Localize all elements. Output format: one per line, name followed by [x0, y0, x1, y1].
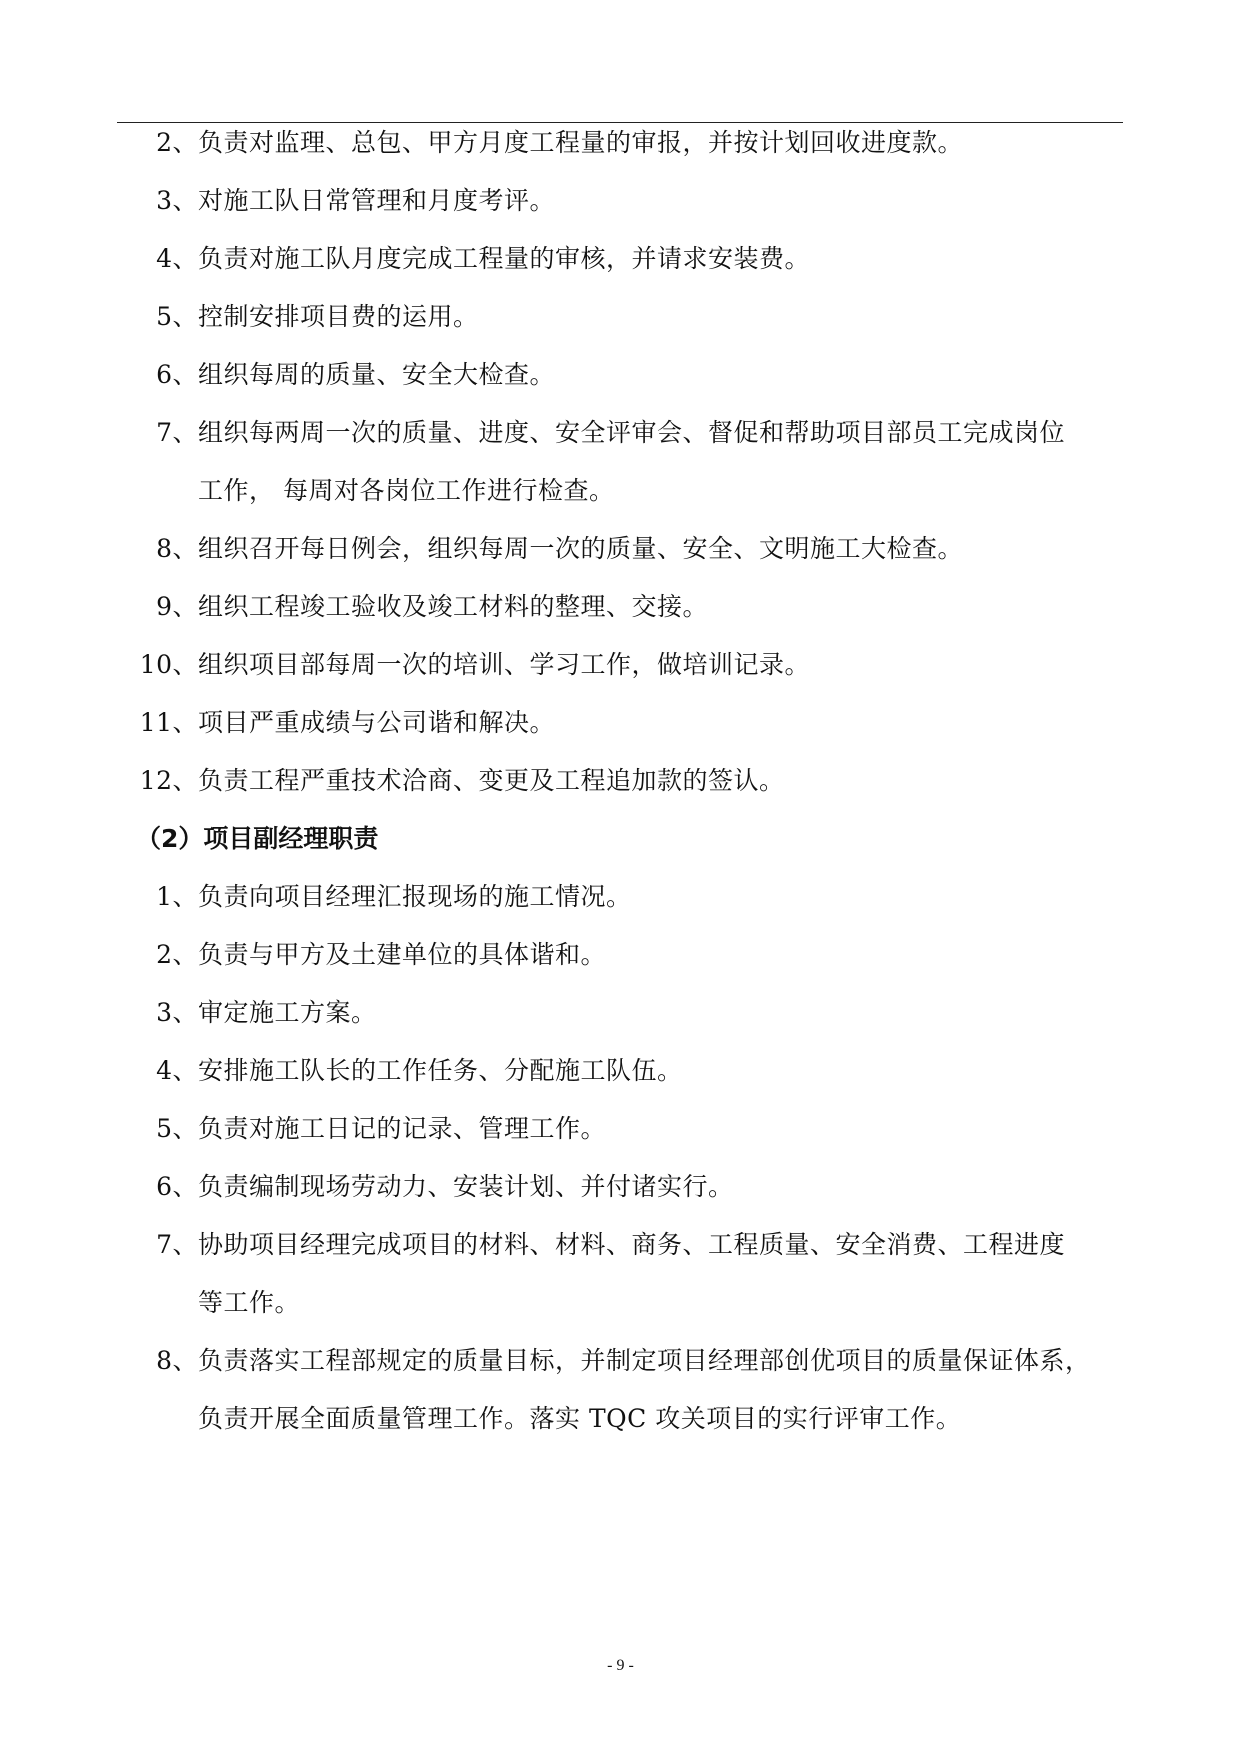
- item-number: 7、: [156, 418, 198, 447]
- item-number: 4、: [156, 1056, 198, 1085]
- list-item: [0, 1056, 683, 1086]
- item-number: 6、: [156, 1172, 198, 1201]
- section2-heading: （2）项目副经理职责: [136, 824, 379, 853]
- item-number: 7、: [156, 1230, 198, 1259]
- list-item: [0, 882, 632, 912]
- item-text: 项目严重成绩与公司谐和解决。: [198, 708, 556, 737]
- item-number: 3、: [156, 186, 198, 215]
- item-number: 1、: [156, 882, 198, 911]
- item-text: 审定施工方案。: [198, 998, 377, 1027]
- item-text: 负责向项目经理汇报现场的施工情况。: [198, 882, 632, 911]
- item-text: 等工作。: [198, 1288, 301, 1317]
- list-item: [0, 998, 377, 1028]
- item-text: 负责开展全面质量管理工作。落实 TQC 攻关项目的实行评审工作。: [198, 1404, 962, 1433]
- list-item: [0, 650, 810, 680]
- list-item: [0, 1114, 606, 1144]
- item-text: 安排施工队长的工作任务、分配施工队伍。: [198, 1056, 683, 1085]
- list-item: [0, 708, 555, 738]
- list-item: [0, 534, 963, 564]
- item-text: 负责工程严重技术洽商、变更及工程追加款的签认。: [198, 766, 785, 795]
- list-item: [0, 766, 785, 796]
- item-text: 控制安排项目费的运用。: [198, 302, 479, 331]
- list-item: [0, 1346, 1091, 1376]
- item-text: 组织项目部每周一次的培训、学习工作，做培训记录。: [198, 650, 811, 679]
- list-item: [0, 476, 614, 506]
- item-number: 5、: [156, 1114, 198, 1143]
- list-item: [0, 360, 555, 390]
- header-rule: [117, 122, 1123, 123]
- item-text: 负责对监理、总包、甲方月度工程量的审报，并按计划回收进度款。: [198, 128, 964, 157]
- page-number: - 9 -: [607, 1657, 634, 1674]
- item-number: 9、: [156, 592, 198, 621]
- item-text: 组织召开每日例会，组织每周一次的质量、安全、文明施工大检查。: [198, 534, 964, 563]
- item-text: 负责对施工日记的记录、管理工作。: [198, 1114, 607, 1143]
- list-item: [0, 1172, 734, 1202]
- item-text: 负责对施工队月度完成工程量的审核，并请求安装费。: [198, 244, 811, 273]
- item-text: 工作， 每周对各岗位工作进行检查。: [198, 476, 615, 505]
- list-item: [0, 418, 1065, 448]
- list-item: [0, 128, 963, 158]
- item-number: 4、: [156, 244, 198, 273]
- item-text: 对施工队日常管理和月度考评。: [198, 186, 556, 215]
- item-text: 负责落实工程部规定的质量目标，并制定项目经理部创优项目的质量保证体系，: [198, 1346, 1091, 1375]
- item-number: 12、: [139, 766, 198, 795]
- item-text: 组织每两周一次的质量、进度、安全评审会、督促和帮助项目部员工完成岗位: [198, 418, 1066, 447]
- item-text: 负责与甲方及土建单位的具体谐和。: [198, 940, 607, 969]
- item-number: 3、: [156, 998, 198, 1027]
- item-number: 2、: [156, 940, 198, 969]
- list-item: [0, 1230, 1065, 1260]
- list-item: [0, 940, 606, 970]
- item-text: 负责编制现场劳动力、安装计划、并付诸实行。: [198, 1172, 734, 1201]
- list-item: [0, 1288, 300, 1318]
- item-number: 6、: [156, 360, 198, 389]
- item-number: 8、: [156, 534, 198, 563]
- item-text: 组织工程竣工验收及竣工材料的整理、交接。: [198, 592, 709, 621]
- item-number: 2、: [156, 128, 198, 157]
- list-item: [0, 592, 708, 622]
- list-item: [0, 186, 555, 216]
- list-item: [0, 302, 479, 332]
- item-number: 10、: [139, 650, 198, 679]
- item-number: 5、: [156, 302, 198, 331]
- list-item: [0, 244, 810, 274]
- item-text: 协助项目经理完成项目的材料、材料、商务、工程质量、安全消费、工程进度: [198, 1230, 1066, 1259]
- list-item: [0, 1404, 961, 1434]
- item-text: 组织每周的质量、安全大检查。: [198, 360, 556, 389]
- item-number: 11、: [139, 708, 198, 737]
- item-number: 8、: [156, 1346, 198, 1375]
